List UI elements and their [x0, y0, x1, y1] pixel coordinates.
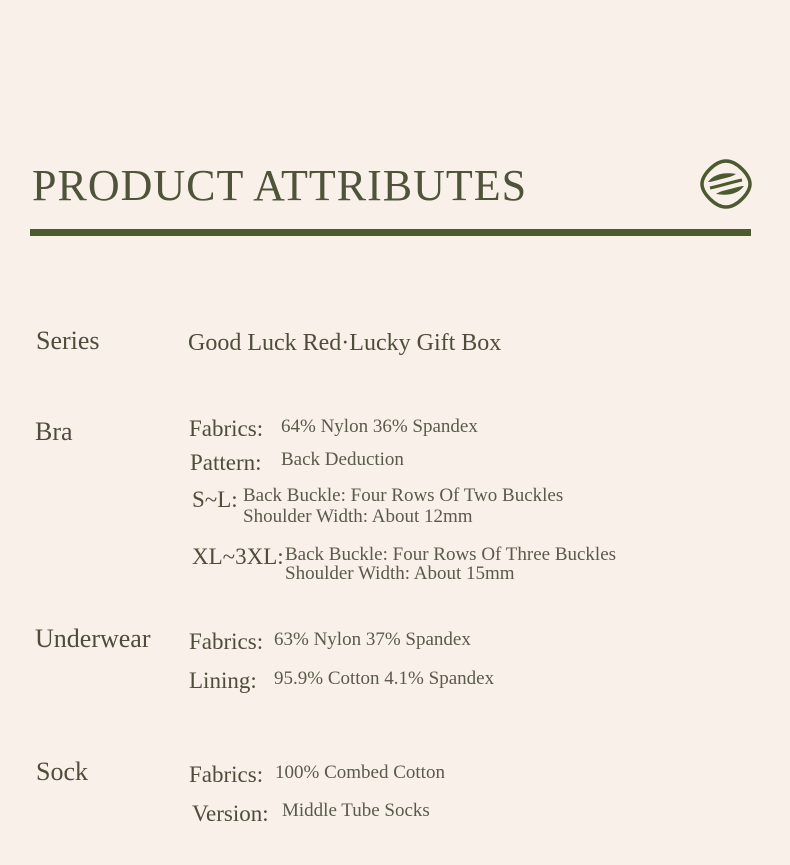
sock-fabrics-label: Fabrics:: [189, 762, 264, 787]
underwear-label: Underwear: [35, 624, 151, 653]
sock-fabrics-value: 100% Combed Cotton: [275, 762, 445, 783]
bra-fabrics-label: Fabrics:: [189, 416, 264, 441]
bra-xl-line2: Shoulder Width: About 15mm: [285, 563, 515, 584]
bra-xl-line1: Back Buckle: Four Rows Of Three Buckles: [285, 544, 617, 565]
underwear-fabrics-value: 63% Nylon 37% Spandex: [274, 629, 471, 650]
sock-version-value: Middle Tube Socks: [282, 800, 430, 821]
bra-label: Bra: [35, 417, 73, 446]
bra-sl-label: S~L:: [192, 487, 238, 512]
page-title: PRODUCT ATTRIBUTES: [32, 161, 528, 210]
series-value: Good Luck Red·Lucky Gift Box: [188, 330, 502, 356]
bra-xl-label: XL~3XL:: [192, 544, 284, 569]
bra-sl-line2: Shoulder Width: About 12mm: [243, 506, 473, 527]
bra-sl-line1: Back Buckle: Four Rows Of Two Buckles: [243, 485, 564, 506]
underwear-lining-value: 95.9% Cotton 4.1% Spandex: [274, 668, 495, 689]
bra-pattern-value: Back Deduction: [281, 449, 404, 470]
bra-pattern-label: Pattern:: [190, 450, 262, 475]
s-leaf-badge-icon: [700, 158, 752, 210]
sock-label: Sock: [36, 757, 88, 786]
underwear-lining-label: Lining:: [189, 668, 257, 693]
sock-version-label: Version:: [192, 801, 269, 826]
header-divider: [30, 229, 751, 236]
series-label: Series: [36, 326, 100, 355]
underwear-fabrics-label: Fabrics:: [189, 629, 264, 654]
bra-fabrics-value: 64% Nylon 36% Spandex: [281, 416, 478, 437]
